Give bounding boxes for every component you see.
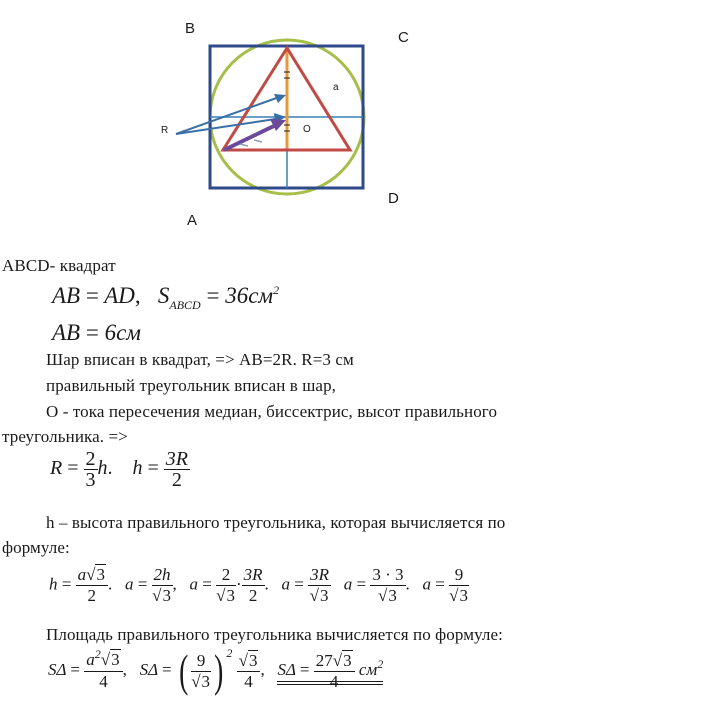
ab-symbol: AB <box>52 320 81 345</box>
area-exponent: 2 <box>273 283 280 297</box>
a-symbol: a <box>77 565 87 584</box>
radicand: 3 <box>201 671 211 691</box>
vertex-label-d: D <box>388 190 399 207</box>
exponent: 2 <box>94 647 101 661</box>
denominator <box>216 586 236 606</box>
s-delta: SΔ <box>277 659 296 679</box>
numerator: 3R <box>165 448 188 470</box>
sqrt-3: √3 <box>449 586 468 605</box>
numerator: 3 · 3 <box>372 565 404 584</box>
r-symbol: R <box>50 457 63 480</box>
period: . <box>107 574 113 594</box>
numerator: 2 <box>85 448 96 470</box>
radicand: 3 <box>248 650 258 670</box>
denominator <box>449 586 469 606</box>
sqrt-3: √3 <box>332 650 352 670</box>
unit-cm: см <box>358 659 378 679</box>
sqrt-3: √3 <box>216 586 235 605</box>
equals-sign: = <box>147 457 159 480</box>
line-formula-label: формуле: <box>2 538 70 557</box>
a-symbol: a <box>124 574 134 594</box>
equals-sign: = <box>206 283 220 308</box>
side-mark <box>240 144 248 146</box>
exponent: 2 <box>226 645 233 660</box>
line-triangle-implies: треугольника. => <box>2 427 128 446</box>
fraction-3x3-over-sqrt3 <box>370 565 405 606</box>
radicand: 3 <box>226 586 235 605</box>
denominator: 2 <box>87 586 97 605</box>
denominator: 3 <box>85 469 96 491</box>
equals-sign: = <box>61 574 72 594</box>
h-symbol: h <box>132 457 143 480</box>
equals-sign: = <box>356 574 367 594</box>
radicand: 3 <box>388 586 397 605</box>
equals-sign: = <box>85 320 99 345</box>
numerator: 3R <box>310 565 330 584</box>
center-label-o: O <box>303 124 311 135</box>
numerator: 3R <box>243 565 263 584</box>
equals-sign: = <box>202 574 212 594</box>
radicand: 3 <box>162 586 171 605</box>
equals-sign: = <box>299 659 310 679</box>
h-symbol: h <box>49 574 58 594</box>
sqrt-3: √3 <box>378 586 397 605</box>
side-mark <box>254 140 262 142</box>
equation-ab-ad-area <box>52 283 280 312</box>
numerator <box>76 565 108 586</box>
fraction-3r-over-2 <box>164 449 190 490</box>
comma: , <box>122 659 127 679</box>
a-symbol: a <box>343 574 353 594</box>
right-paren: ) <box>214 645 224 696</box>
equation-area-chain <box>48 645 384 696</box>
radicand: 3 <box>96 565 105 584</box>
fraction-a-sqrt3-over-2 <box>76 565 108 606</box>
radicand: 3 <box>343 650 352 670</box>
equals-sign: = <box>162 659 172 679</box>
denominator: 2 <box>248 586 258 605</box>
sqrt-3: √3 <box>191 671 211 691</box>
fraction-27-sqrt3-over-4 <box>314 651 355 692</box>
numerator: 9 <box>191 651 211 672</box>
coefficient: 27 <box>315 650 333 670</box>
fraction-9-over-sqrt3 <box>449 565 469 606</box>
comma: , <box>260 659 265 679</box>
period: . <box>264 574 269 594</box>
a-symbol: a <box>422 574 432 594</box>
equals-sign: = <box>70 659 81 679</box>
numerator: 2 <box>216 565 236 586</box>
denominator: 4 <box>329 671 339 691</box>
equals-sign: = <box>137 574 148 594</box>
left-paren: ( <box>178 645 189 696</box>
equation-r-h <box>50 449 190 490</box>
radicand: 3 <box>459 586 468 605</box>
denominator <box>152 586 173 606</box>
denominator <box>370 586 405 606</box>
h-symbol: h <box>97 457 108 480</box>
line-abcd-square: ABCD- квадрат <box>2 256 116 275</box>
radicand: 3 <box>111 650 120 669</box>
area-value: 36см <box>225 283 274 308</box>
side-label-a: a <box>333 82 339 93</box>
sqrt-3: √3 <box>309 586 329 605</box>
period: . <box>107 457 113 480</box>
fraction-2-over-sqrt3 <box>216 565 236 606</box>
a-symbol: a <box>281 574 291 594</box>
sqrt-3: √3 <box>100 650 120 669</box>
ab-value: 6см <box>104 320 141 345</box>
radicand: 3 <box>319 586 329 605</box>
denominator <box>191 672 211 692</box>
dot: · <box>235 574 242 594</box>
equals-sign: = <box>85 283 99 308</box>
numerator: 9 <box>449 565 469 586</box>
line-point-o: О - тока пересечения медиан, биссектрис, высот правильного <box>46 402 498 421</box>
fraction-3r-over-2 <box>242 565 265 606</box>
fraction-two-thirds <box>84 449 98 490</box>
radius-label: R <box>161 125 169 136</box>
vertex-label-a: A <box>187 212 198 229</box>
fraction-3r-over-sqrt3 <box>308 565 331 606</box>
sqrt-3: √3 <box>152 586 171 605</box>
denominator: 4 <box>244 671 253 691</box>
s-symbol: S <box>157 283 170 308</box>
s-delta: SΔ <box>139 659 158 679</box>
numerator <box>314 651 355 672</box>
period: . <box>405 574 410 594</box>
equals-sign: = <box>435 574 445 594</box>
denominator: 4 <box>99 672 108 691</box>
denominator <box>308 586 331 606</box>
numerator: 2h <box>153 565 171 584</box>
s-delta: SΔ <box>48 659 67 679</box>
fraction-sqrt3-over-4 <box>237 651 261 692</box>
vertex-label-c: C <box>398 29 409 46</box>
line-triangle-inscribed: правильный треугольник вписан в шар, <box>46 376 337 395</box>
a-symbol: a <box>86 650 95 669</box>
ad-symbol: AD <box>104 283 135 308</box>
equals-sign: = <box>294 574 304 594</box>
a-symbol: a <box>189 574 199 594</box>
vertex-label-b: B <box>185 20 196 37</box>
denominator: 2 <box>171 469 182 491</box>
numerator <box>237 651 261 672</box>
comma: , <box>172 574 177 594</box>
line-area-formula: Площадь правильного треугольника вычисляется по формуле: <box>46 625 503 644</box>
sqrt-3: √3 <box>238 650 258 670</box>
line-h-height: h – высота правильного треугольника, которая вычисляется по <box>46 513 506 532</box>
equation-ab-value <box>52 320 141 346</box>
fraction-a2-sqrt3-over-4 <box>84 647 122 692</box>
fraction-9-over-sqrt3 <box>191 651 211 692</box>
line-sphere-inscribed: Шар вписан в квадрат, => AB=2R. R=3 см <box>46 350 354 369</box>
sqrt-3: √3 <box>86 565 105 584</box>
numerator <box>84 647 122 672</box>
equals-sign: = <box>67 457 79 480</box>
final-answer <box>277 650 384 691</box>
unit-exponent: 2 <box>377 656 384 671</box>
geometry-figure <box>0 0 713 240</box>
ab-symbol: AB <box>52 283 81 308</box>
equation-chain-h-a <box>49 565 469 606</box>
comma: , <box>134 283 141 308</box>
fraction-2h-over-sqrt3 <box>152 565 173 606</box>
s-subscript: ABCD <box>169 298 201 312</box>
